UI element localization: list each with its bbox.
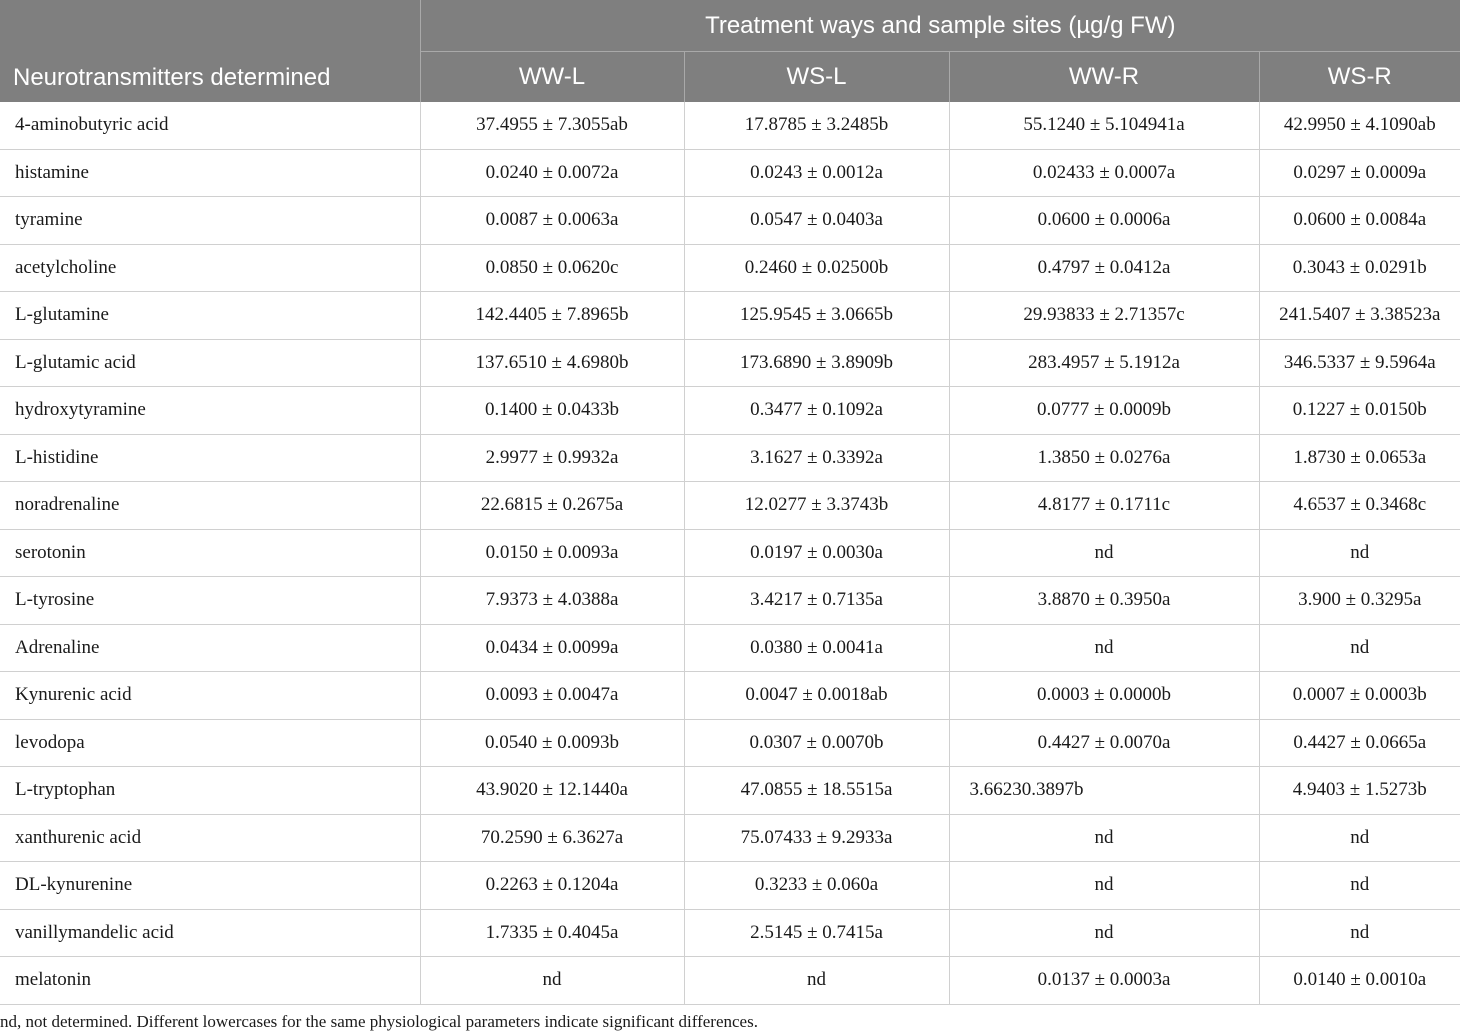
cell-value: 0.0547 ± 0.0403a (684, 197, 949, 245)
cell-value: 0.02433 ± 0.0007a (949, 149, 1259, 197)
cell-value: 55.1240 ± 5.104941a (949, 102, 1259, 149)
table-header (0, 0, 1460, 102)
table-row (0, 197, 1460, 245)
table-body (0, 102, 1460, 1004)
cell-value: nd (949, 529, 1259, 577)
cell-value: 0.0307 ± 0.0070b (684, 719, 949, 767)
header-ws-r: WS-R (1259, 52, 1460, 103)
cell-value: 0.0850 ± 0.0620c (420, 244, 684, 292)
header-ww-l: WW-L (420, 52, 684, 103)
table-row (0, 577, 1460, 625)
cell-value: 0.4427 ± 0.0070a (949, 719, 1259, 767)
cell-value: nd (1259, 814, 1460, 862)
row-label: noradrenaline (0, 482, 420, 530)
cell-value: 0.0150 ± 0.0093a (420, 529, 684, 577)
table-row (0, 434, 1460, 482)
cell-value: 3.4217 ± 0.7135a (684, 577, 949, 625)
cell-value: 1.8730 ± 0.0653a (1259, 434, 1460, 482)
header-ww-r: WW-R (949, 52, 1259, 103)
cell-value: 0.0140 ± 0.0010a (1259, 957, 1460, 1005)
row-label: L-glutamine (0, 292, 420, 340)
cell-value: 0.2460 ± 0.02500b (684, 244, 949, 292)
table-row (0, 244, 1460, 292)
cell-value: 43.9020 ± 12.1440a (420, 767, 684, 815)
row-label: hydroxytyramine (0, 387, 420, 435)
cell-value: 2.5145 ± 0.7415a (684, 909, 949, 957)
cell-value: 0.0240 ± 0.0072a (420, 149, 684, 197)
cell-value: 3.900 ± 0.3295a (1259, 577, 1460, 625)
cell-value: nd (949, 909, 1259, 957)
cell-value: 0.0600 ± 0.0006a (949, 197, 1259, 245)
cell-value: nd (1259, 529, 1460, 577)
cell-value: 0.3043 ± 0.0291b (1259, 244, 1460, 292)
table-row (0, 387, 1460, 435)
row-label: tyramine (0, 197, 420, 245)
cell-value: nd (1259, 624, 1460, 672)
row-label: vanillymandelic acid (0, 909, 420, 957)
cell-value: 42.9950 ± 4.1090ab (1259, 102, 1460, 149)
row-label: xanthurenic acid (0, 814, 420, 862)
table-row (0, 862, 1460, 910)
table-row (0, 529, 1460, 577)
cell-value: 0.1400 ± 0.0433b (420, 387, 684, 435)
table-row (0, 957, 1460, 1005)
cell-value: 70.2590 ± 6.3627a (420, 814, 684, 862)
cell-value: 0.1227 ± 0.0150b (1259, 387, 1460, 435)
cell-value: 1.7335 ± 0.4045a (420, 909, 684, 957)
cell-value: 1.3850 ± 0.0276a (949, 434, 1259, 482)
cell-value: 346.5337 ± 9.5964a (1259, 339, 1460, 387)
row-label: L-tyrosine (0, 577, 420, 625)
table-row (0, 767, 1460, 815)
table-row (0, 719, 1460, 767)
cell-value: 3.66230.3897b (949, 767, 1259, 815)
table-row (0, 672, 1460, 720)
row-label: 4-aminobutyric acid (0, 102, 420, 149)
row-label: acetylcholine (0, 244, 420, 292)
cell-value: 17.8785 ± 3.2485b (684, 102, 949, 149)
row-label: melatonin (0, 957, 420, 1005)
cell-value: 0.0137 ± 0.0003a (949, 957, 1259, 1005)
row-label: histamine (0, 149, 420, 197)
table-row (0, 149, 1460, 197)
cell-value: 47.0855 ± 18.5515a (684, 767, 949, 815)
cell-value: 0.0007 ± 0.0003b (1259, 672, 1460, 720)
table-row (0, 814, 1460, 862)
header-ws-l: WS-L (684, 52, 949, 103)
cell-value: 0.0047 ± 0.0018ab (684, 672, 949, 720)
row-label: Kynurenic acid (0, 672, 420, 720)
cell-value: nd (1259, 862, 1460, 910)
cell-value: 125.9545 ± 3.0665b (684, 292, 949, 340)
cell-value: 3.8870 ± 0.3950a (949, 577, 1259, 625)
cell-value: 0.0243 ± 0.0012a (684, 149, 949, 197)
cell-value: 0.0434 ± 0.0099a (420, 624, 684, 672)
cell-value: 0.0297 ± 0.0009a (1259, 149, 1460, 197)
cell-value: nd (949, 814, 1259, 862)
cell-value: 137.6510 ± 4.6980b (420, 339, 684, 387)
cell-value: 3.1627 ± 0.3392a (684, 434, 949, 482)
cell-value: nd (949, 624, 1259, 672)
cell-value: 0.0003 ± 0.0000b (949, 672, 1259, 720)
cell-value: 0.0087 ± 0.0063a (420, 197, 684, 245)
row-label: Adrenaline (0, 624, 420, 672)
table-row (0, 339, 1460, 387)
cell-value: 0.4797 ± 0.0412a (949, 244, 1259, 292)
cell-value: 0.4427 ± 0.0665a (1259, 719, 1460, 767)
row-label: DL-kynurenine (0, 862, 420, 910)
cell-value: 22.6815 ± 0.2675a (420, 482, 684, 530)
row-label: levodopa (0, 719, 420, 767)
cell-value: 0.0540 ± 0.0093b (420, 719, 684, 767)
cell-value: 173.6890 ± 3.8909b (684, 339, 949, 387)
cell-value: 2.9977 ± 0.9932a (420, 434, 684, 482)
row-label: L-glutamic acid (0, 339, 420, 387)
cell-value: 241.5407 ± 3.38523a (1259, 292, 1460, 340)
cell-value: 4.8177 ± 0.1711c (949, 482, 1259, 530)
cell-value: 142.4405 ± 7.8965b (420, 292, 684, 340)
cell-value: nd (684, 957, 949, 1005)
table-row (0, 292, 1460, 340)
cell-value: 0.0380 ± 0.0041a (684, 624, 949, 672)
table-row (0, 102, 1460, 149)
cell-value: 0.0777 ± 0.0009b (949, 387, 1259, 435)
cell-value: nd (949, 862, 1259, 910)
cell-value: 0.0197 ± 0.0030a (684, 529, 949, 577)
cell-value: 0.2263 ± 0.1204a (420, 862, 684, 910)
cell-value: 75.07433 ± 9.2933a (684, 814, 949, 862)
cell-value: 0.0093 ± 0.0047a (420, 672, 684, 720)
row-label: L-histidine (0, 434, 420, 482)
cell-value: 7.9373 ± 4.0388a (420, 577, 684, 625)
cell-value: 37.4955 ± 7.3055ab (420, 102, 684, 149)
cell-value: nd (1259, 909, 1460, 957)
row-label: L-tryptophan (0, 767, 420, 815)
table-row (0, 909, 1460, 957)
table-row (0, 482, 1460, 530)
header-neurotransmitters: Neurotransmitters determined (0, 0, 420, 102)
cell-value: 4.6537 ± 0.3468c (1259, 482, 1460, 530)
row-label: serotonin (0, 529, 420, 577)
cell-value: 283.4957 ± 5.1912a (949, 339, 1259, 387)
cell-value: 12.0277 ± 3.3743b (684, 482, 949, 530)
cell-value: 29.93833 ± 2.71357c (949, 292, 1259, 340)
cell-value: 4.9403 ± 1.5273b (1259, 767, 1460, 815)
table-footnote: nd, not determined. Different lowercases for the same physiological parameters indicate significant differences. (0, 1012, 758, 1031)
header-treatment-group: Treatment ways and sample sites (µg/g FW) (420, 0, 1460, 52)
cell-value: 0.0600 ± 0.0084a (1259, 197, 1460, 245)
cell-value: 0.3233 ± 0.060a (684, 862, 949, 910)
cell-value: 0.3477 ± 0.1092a (684, 387, 949, 435)
table-row (0, 624, 1460, 672)
cell-value: nd (420, 957, 684, 1005)
